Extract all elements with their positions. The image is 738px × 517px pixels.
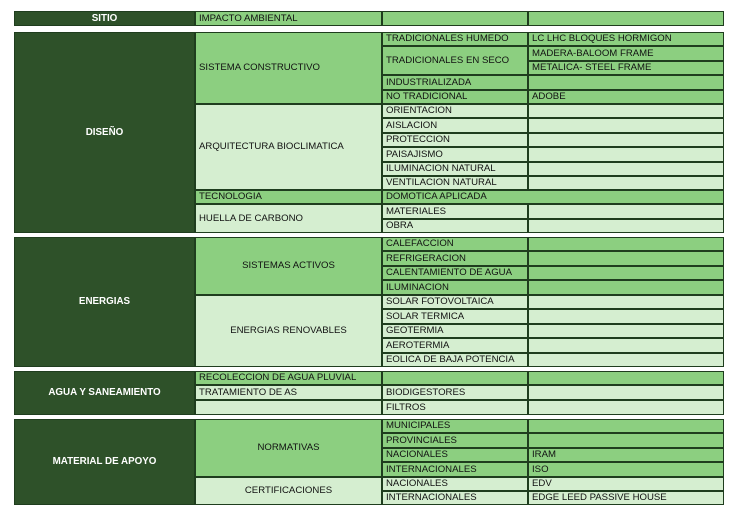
normativa-value-3: IRAM [528, 448, 724, 462]
sc-value-5: ADOBE [528, 90, 724, 104]
cert-item-1: NACIONALES [382, 477, 528, 491]
normativa-item-1: MUNICIPALES [382, 419, 528, 433]
material-label: MATERIAL DE APOYO [14, 419, 195, 505]
renovable-value-3 [528, 324, 724, 338]
impacto-ambiental-cell: IMPACTO AMBIENTAL [195, 11, 382, 26]
sc-value-3: METALICA- STEEL FRAME [528, 61, 724, 75]
arq-value-2 [528, 118, 724, 133]
arq-item-4: PAISAJISMO [382, 147, 528, 162]
normativa-item-4: INTERNACIONALES [382, 462, 528, 477]
activo-item-2: REFRIGERACION [382, 251, 528, 266]
renovable-value-5 [528, 353, 724, 367]
activo-item-3: CALENTAMIENTO DE AGUA [382, 266, 528, 280]
tratamiento-value-2 [528, 400, 724, 415]
arq-item-5: ILUMINACION NATURAL [382, 162, 528, 176]
recoleccion-cell: RECOLECCION DE AGUA PLUVIAL [195, 371, 382, 385]
arquitectura-bioclimatica-cell: ARQUITECTURA BIOCLIMATICA [195, 104, 382, 190]
section-material [14, 419, 724, 505]
normativa-item-3: NACIONALES [382, 448, 528, 462]
section-agua [14, 371, 724, 415]
certificaciones-cell: CERTIFICACIONES [195, 477, 382, 505]
renovable-value-1 [528, 295, 724, 309]
sistema-constructivo-cell: SISTEMA CONSTRUCTIVO [195, 32, 382, 104]
renovable-item-2: SOLAR TERMICA [382, 309, 528, 324]
renovable-item-4: AEROTERMIA [382, 338, 528, 353]
huella-value-2 [528, 219, 724, 233]
arq-value-3 [528, 133, 724, 147]
agua-label: AGUA Y SANEAMIENTO [14, 371, 195, 415]
sitio-empty-cell-4 [528, 11, 724, 26]
tratamiento-item-1: BIODIGESTORES [382, 385, 528, 400]
recoleccion-empty-4 [528, 371, 724, 385]
normativas-cell: NORMATIVAS [195, 419, 382, 477]
tratamiento-empty-cell [195, 400, 382, 415]
recoleccion-empty-3 [382, 371, 528, 385]
sc-item-2: TRADICIONALES EN SECO [382, 46, 528, 75]
sc-value-4 [528, 75, 724, 90]
arq-item-3: PROTECCION [382, 133, 528, 147]
renovable-item-3: GEOTERMIA [382, 324, 528, 338]
arq-item-2: AISLACION [382, 118, 528, 133]
renovable-item-1: SOLAR FOTOVOLTAICA [382, 295, 528, 309]
arq-item-6: VENTILACION NATURAL [382, 176, 528, 190]
sitio-label: SITIO [14, 11, 195, 26]
normativa-value-2 [528, 433, 724, 448]
huella-value-1 [528, 204, 724, 219]
tratamiento-value-1 [528, 385, 724, 400]
huella-item-1: MATERIALES [382, 204, 528, 219]
domotica-cell: DOMOTICA APLICADA [382, 190, 724, 204]
activo-value-3 [528, 266, 724, 280]
renovable-value-4 [528, 338, 724, 353]
sc-value-1: LC LHC BLOQUES HORMIGON [528, 32, 724, 46]
cert-value-2: EDGE LEED PASSIVE HOUSE [528, 491, 724, 505]
tratamiento-cell: TRATAMIENTO DE AS [195, 385, 382, 400]
cert-value-1: EDV [528, 477, 724, 491]
tecnologia-cell: TECNOLOGIA [195, 190, 382, 204]
activo-value-2 [528, 251, 724, 266]
energias-label: ENERGIAS [14, 237, 195, 367]
section-energias [14, 237, 724, 367]
huella-carbono-cell: HUELLA DE CARBONO [195, 204, 382, 233]
activo-item-1: CALEFACCION [382, 237, 528, 251]
cert-item-2: INTERNACIONALES [382, 491, 528, 505]
sc-item-1: TRADICIONALES HUMEDO [382, 32, 528, 46]
arq-value-4 [528, 147, 724, 162]
diseno-label: DISEÑO [14, 32, 195, 233]
huella-item-2: OBRA [382, 219, 528, 233]
sitio-empty-cell-3 [382, 11, 528, 26]
sc-item-3: INDUSTRIALIZADA [382, 75, 528, 90]
normativa-value-1 [528, 419, 724, 433]
normativa-value-4: ISO [528, 462, 724, 477]
activo-value-1 [528, 237, 724, 251]
section-sitio [14, 11, 724, 26]
activo-value-4 [528, 280, 724, 295]
sc-value-2: MADERA-BALOOM FRAME [528, 46, 724, 61]
tratamiento-item-2: FILTROS [382, 400, 528, 415]
arq-value-1 [528, 104, 724, 118]
arq-item-1: ORIENTACION [382, 104, 528, 118]
arq-value-6 [528, 176, 724, 190]
section-diseno [14, 32, 724, 233]
renovable-value-2 [528, 309, 724, 324]
energias-renovables-cell: ENERGIAS RENOVABLES [195, 295, 382, 367]
sistemas-activos-cell: SISTEMAS ACTIVOS [195, 237, 382, 295]
activo-item-4: ILUMINACION [382, 280, 528, 295]
sc-item-4: NO TRADICIONAL [382, 90, 528, 104]
renovable-item-5: EOLICA DE BAJA POTENCIA [382, 353, 528, 367]
normativa-item-2: PROVINCIALES [382, 433, 528, 448]
arq-value-5 [528, 162, 724, 176]
